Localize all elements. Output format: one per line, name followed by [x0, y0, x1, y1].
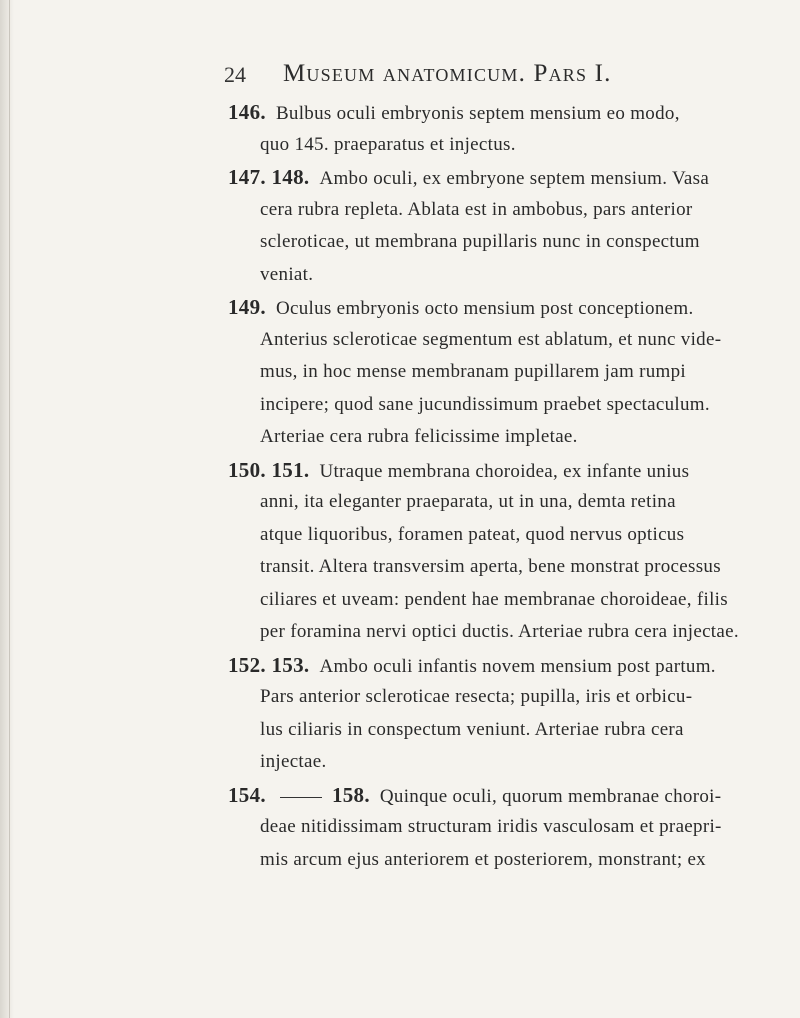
entry-text-line: atque liquoribus, foramen pateat, quod nervus opticus: [260, 523, 685, 545]
entry-number: 149.: [228, 295, 266, 319]
entry-number: 152. 153.: [228, 652, 310, 677]
entry-text-line: quo 145. praeparatus et injectus.: [260, 133, 516, 155]
range-dash: [280, 797, 322, 798]
entry-text-line: Anterius scleroticae segmentum est ablatum, et nunc vide-: [260, 328, 722, 350]
entry-text-line: transit. Altera transversim aperta, bene monstrat processus: [260, 556, 721, 577]
entry-number-end: 158.: [331, 782, 370, 807]
entry-text-line: per foramina nervi optici ductis. Arteriae rubra cera injectae.: [260, 621, 739, 642]
catalogue-entry: [0, 454, 800, 649]
entry-text-line: Quinque oculi, quorum membranae choroi-: [379, 785, 722, 807]
entry-text-line: anni, ita eleganter praeparata, ut in una, demta retina: [260, 491, 676, 512]
entry-text-line: incipere; quod sane jucundissimum praebet spectaculum.: [260, 393, 710, 415]
entry-text-line: lus ciliaris in conspectum veniunt. Arteriae rubra cera: [260, 718, 684, 740]
entry-text-line: injectae.: [260, 751, 327, 772]
entry-number: 146.: [228, 100, 266, 124]
entry-text-line: mis arcum ejus anteriorem et posteriorem, monstrant; ex: [260, 848, 706, 870]
entry-text-line: Utraque membrana choroidea, ex infante unius: [319, 460, 690, 482]
entry-number: 147. 148.: [228, 165, 310, 189]
catalogue-entries: [0, 96, 800, 876]
entry-text-line: Oculus embryonis octo mensium post conceptionem.: [275, 298, 694, 319]
entry-text-line: ciliares et uveam: pendent hae membranae choroideae, filis: [260, 588, 728, 610]
catalogue-entry: [0, 96, 800, 161]
catalogue-entry: [0, 161, 800, 291]
entry-number: 150. 151.: [228, 457, 310, 482]
entry-text-line: deae nitidissimam structuram iridis vasculosam et praepri-: [260, 816, 722, 837]
entry-text-line: Ambo oculi, ex embryone septem mensium. Vasa: [319, 168, 710, 189]
catalogue-entry: [0, 291, 800, 454]
catalogue-entry: [0, 779, 800, 877]
entry-number: 154.: [228, 782, 266, 807]
running-title: Museum anatomicum. Pars I.: [283, 60, 612, 87]
entry-text-line: Pars anterior scleroticae resecta; pupilla, iris et orbicu-: [260, 686, 693, 707]
entry-text-line: scleroticae, ut membrana pupillaris nunc in conspectum: [260, 231, 700, 252]
page-header: [0, 60, 800, 94]
entry-text-line: cera rubra repleta. Ablata est in ambobus, pars anterior: [260, 198, 693, 220]
entry-text-line: Arteriae cera rubra felicissime impletae.: [260, 426, 578, 447]
entry-text-line: veniat.: [260, 263, 314, 285]
catalogue-entry: [0, 649, 800, 779]
entry-text-line: Ambo oculi infantis novem mensium post partum.: [319, 655, 716, 677]
entry-text-line: Bulbus oculi embryonis septem mensium eo modo,: [275, 103, 680, 124]
page-number: 24: [224, 62, 246, 87]
entry-text-line: mus, in hoc mense membranam pupillarem jam rumpi: [260, 361, 686, 382]
